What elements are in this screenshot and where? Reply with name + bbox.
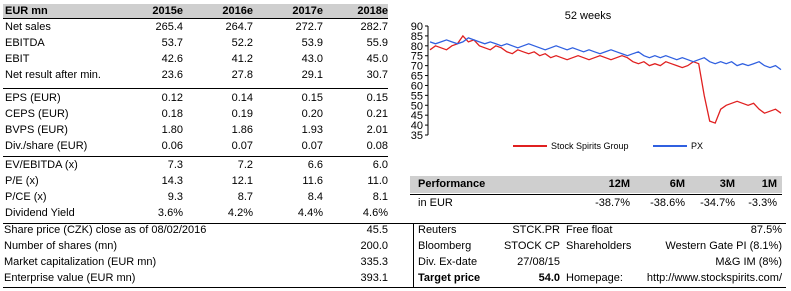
row-value: 0.08 [366, 140, 388, 152]
series-line-px [430, 38, 781, 70]
row-value: 3.6% [157, 207, 183, 219]
row-value: 2.01 [366, 124, 388, 136]
row-label: EBIT [5, 53, 30, 65]
year-header: 2015e [152, 5, 183, 17]
target-price-label: Target price [418, 272, 481, 284]
shareholder-2: M&G IM (8%) [715, 256, 782, 268]
y-tick-label: 90 [410, 21, 423, 33]
row-value: 11.6 [302, 175, 323, 187]
row-value: 0.19 [231, 108, 253, 120]
share-price-label: Share price (CZK) close as of 08/02/2016 [4, 224, 207, 236]
row-value: 23.6 [161, 69, 183, 81]
y-tick-label: 80 [410, 40, 423, 53]
row-label: Net sales [5, 21, 51, 33]
divider [3, 18, 388, 19]
row-value: 53.9 [301, 37, 323, 49]
row-label: Net result after min. [5, 69, 101, 81]
perf-col-1m: 1M [761, 178, 777, 190]
reuters-value: STCK.PR [512, 224, 560, 236]
y-tick-label: 50 [410, 100, 423, 113]
row-label: CEPS (EUR) [5, 108, 69, 120]
shares-label: Number of shares (mn) [4, 240, 118, 252]
share-info [0, 223, 412, 287]
row-value: 0.15 [366, 92, 388, 104]
table-row [0, 106, 390, 122]
year-header: 2018e [357, 5, 388, 17]
ev-label: Enterprise value (EUR mn) [4, 272, 136, 284]
row-value: 272.7 [295, 21, 323, 33]
perf-row-label: in EUR [418, 197, 453, 209]
legend-swatch-px [653, 145, 687, 147]
row-value: 1.80 [161, 124, 183, 136]
line-chart [398, 4, 788, 156]
perf-col-6m: 6M [669, 178, 685, 190]
perf-col-3m: 3M [719, 178, 735, 190]
row-value: 0.15 [301, 92, 323, 104]
table-row [0, 157, 390, 173]
year-header: 2016e [222, 5, 253, 17]
y-tick-label: 40 [410, 120, 423, 133]
performance-table [410, 176, 782, 212]
row-value: 0.20 [301, 108, 323, 120]
row-value: 8.4 [307, 191, 323, 203]
y-tick-label: 85 [410, 30, 423, 43]
divider [410, 194, 782, 195]
perf-value-3m: -34.7% [700, 197, 735, 209]
homepage-label: Homepage: [566, 272, 623, 284]
row-value: 6.6 [307, 159, 323, 171]
y-tick-label: 35 [410, 130, 423, 142]
legend-label-stock: Stock Spirits Group [551, 141, 629, 151]
row-value: 1.86 [231, 124, 253, 136]
stock-chart [398, 4, 788, 156]
row-value: 55.9 [366, 37, 388, 49]
y-tick-label: 70 [410, 60, 423, 73]
shareholder-1: Western Gate PI (8.1%) [665, 240, 782, 252]
row-label: BVPS (EUR) [5, 124, 68, 136]
homepage-link[interactable]: http://www.stockspirits.com/ [646, 272, 782, 284]
row-value: 282.7 [360, 21, 388, 33]
series-line-stock [430, 36, 781, 123]
perf-col-12m: 12M [608, 178, 630, 190]
divider [3, 88, 388, 89]
table-row [0, 19, 390, 35]
row-value: 1.93 [301, 124, 323, 136]
row-value: 42.6 [161, 53, 183, 65]
row-value: 41.2 [231, 53, 253, 65]
row-value: 12.1 [231, 175, 253, 187]
row-value: 43.0 [301, 53, 323, 65]
y-tick-label: 75 [410, 50, 423, 63]
row-label: P/E (x) [5, 175, 39, 187]
row-value: 8.1 [372, 191, 388, 203]
row-value: 4.6% [362, 207, 388, 219]
row-value: 0.06 [161, 140, 183, 152]
row-value: 11.0 [367, 175, 388, 187]
exdate-value: 27/08/15 [517, 256, 560, 268]
exdate-label: Div. Ex-date [418, 256, 478, 268]
row-label: EPS (EUR) [5, 92, 61, 104]
table-row [0, 173, 390, 189]
y-tick-label: 55 [410, 90, 423, 103]
row-label: EV/EBITDA (x) [5, 159, 78, 171]
year-header: 2017e [292, 5, 323, 17]
perf-value-12m: -38.7% [595, 197, 630, 209]
row-value: 8.7 [237, 191, 253, 203]
financial-table [0, 0, 400, 222]
row-value: 45.0 [366, 53, 388, 65]
table-row [0, 122, 390, 138]
perf-value-1m: -3.3% [748, 197, 777, 209]
y-tick-label: 65 [410, 70, 423, 83]
row-value: 14.3 [161, 175, 183, 187]
row-value: 53.7 [161, 37, 183, 49]
table-row [0, 67, 390, 83]
shareholders-label: Shareholders [566, 240, 632, 252]
legend-label-px: PX [691, 141, 704, 151]
legend-swatch-stock [513, 145, 547, 147]
ticker-info [414, 223, 788, 287]
row-label: EBITDA [5, 37, 45, 49]
table-row [0, 205, 390, 221]
row-label: Dividend Yield [5, 207, 75, 219]
y-tick-label: 60 [410, 80, 423, 93]
share-price-value: 45.5 [366, 224, 388, 236]
row-value: 6.0 [372, 159, 388, 171]
perf-value-6m: -38.6% [650, 197, 685, 209]
table-row [0, 138, 390, 154]
row-label: P/CE (x) [5, 191, 47, 203]
row-value: 0.21 [366, 108, 388, 120]
bloomberg-value: STOCK CP [503, 240, 560, 252]
row-value: 4.2% [227, 207, 253, 219]
table-row [0, 189, 390, 205]
row-value: 0.14 [231, 92, 253, 104]
divider [3, 287, 786, 288]
freefloat-label: Free float [566, 224, 613, 236]
row-value: 0.07 [301, 140, 323, 152]
table-header-label: EUR mn [5, 5, 48, 17]
row-value: 4.4% [297, 207, 323, 219]
row-value: 0.07 [231, 140, 253, 152]
row-value: 7.3 [167, 159, 183, 171]
table-row [0, 51, 390, 67]
chart-title: 52 weeks [564, 10, 612, 22]
table-row [0, 90, 390, 106]
row-value: 30.7 [366, 69, 388, 81]
bloomberg-label: Bloomberg [418, 240, 472, 252]
freefloat-value: 87.5% [750, 224, 782, 236]
row-value: 0.12 [161, 92, 183, 104]
mcap-value: 335.3 [360, 256, 388, 268]
ev-value: 393.1 [360, 272, 388, 284]
row-label: Div./share (EUR) [5, 140, 88, 152]
row-value: 265.4 [155, 21, 183, 33]
target-price-value: 54.0 [538, 272, 560, 284]
row-value: 52.2 [231, 37, 253, 49]
row-value: 27.8 [231, 69, 253, 81]
performance-title: Performance [418, 178, 486, 190]
row-value: 9.3 [167, 191, 183, 203]
y-tick-label: 45 [410, 110, 423, 123]
chart-legend [513, 139, 763, 153]
shares-value: 200.0 [360, 240, 388, 252]
row-value: 7.2 [237, 159, 253, 171]
row-value: 0.18 [161, 108, 183, 120]
divider [3, 156, 388, 157]
table-header-row [0, 3, 390, 19]
mcap-label: Market capitalization (EUR mn) [4, 256, 157, 268]
row-value: 264.7 [225, 21, 253, 33]
table-row [0, 35, 390, 51]
row-value: 29.1 [301, 69, 323, 81]
reuters-label: Reuters [418, 224, 457, 236]
